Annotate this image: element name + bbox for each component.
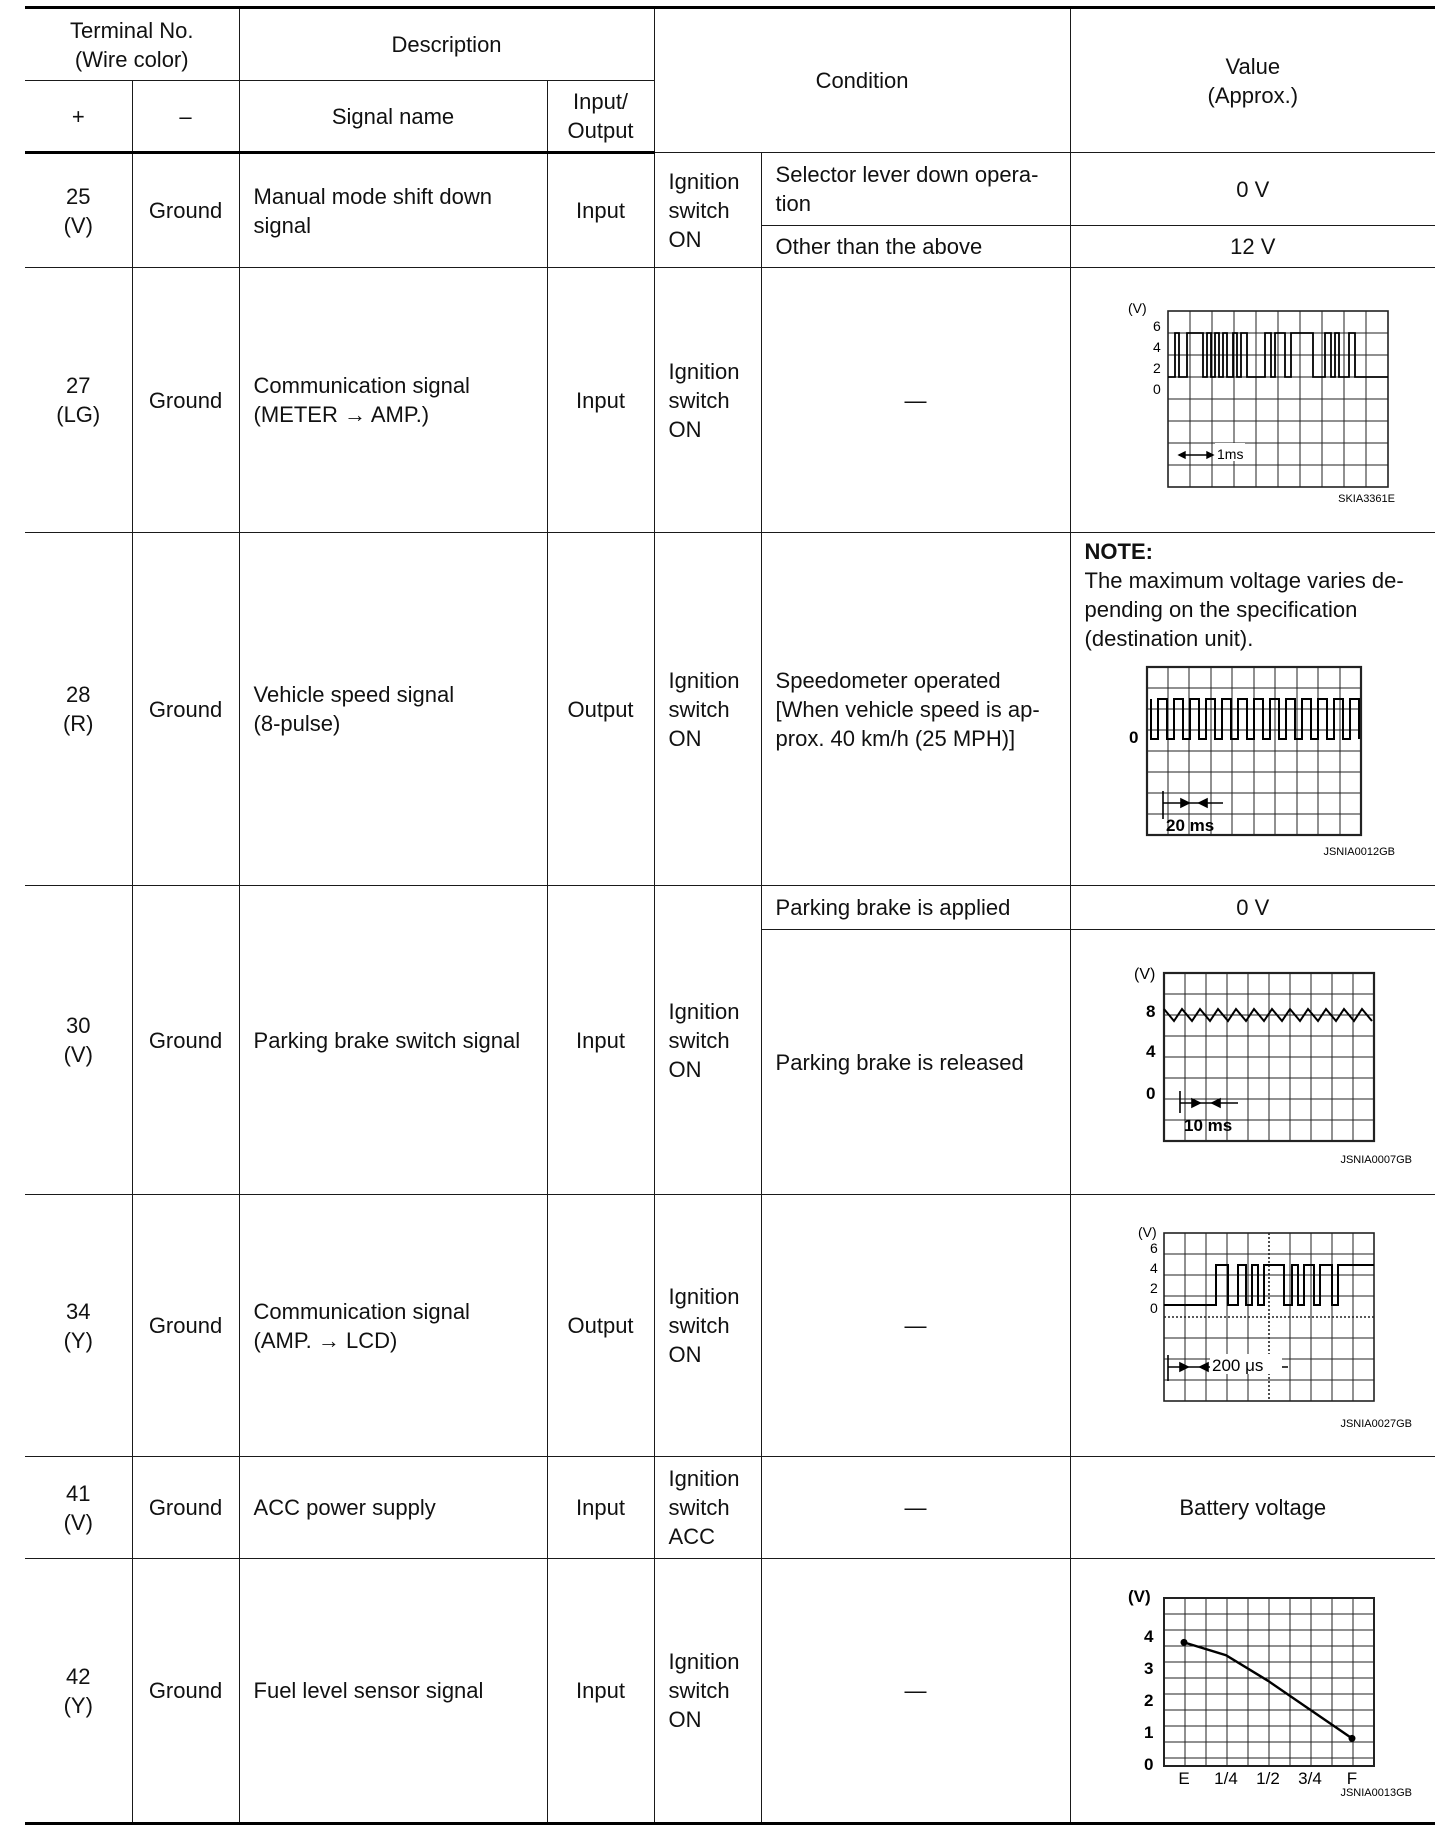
terminal-number: 28: [66, 682, 91, 707]
io-cell: Input: [547, 1559, 654, 1824]
header-terminal-no: [25, 8, 239, 81]
wire-color: (R): [62, 711, 94, 736]
signal-name-cell: [239, 1195, 547, 1457]
waveform-y-tick: 6: [1149, 1239, 1158, 1256]
io-cell: Input: [547, 886, 654, 1195]
switch-line: ON: [668, 1056, 702, 1082]
header-signal-name: Signal name: [239, 81, 547, 153]
signal-name-line: signal: [253, 212, 311, 238]
note-line: pending on the specification: [1084, 597, 1358, 622]
terminal-number: 42: [66, 1663, 91, 1689]
waveform-y-tick: 4: [1145, 1042, 1156, 1061]
header-terminal-line-2: (Wire color): [74, 46, 189, 72]
signal-name-line: Communication signal: [253, 1298, 470, 1324]
signal-name-cell: [239, 533, 547, 886]
waveform-y-unit: (V): [1137, 1223, 1157, 1240]
value-cell: 0 V: [1070, 886, 1435, 930]
wire-color: (V): [63, 1042, 93, 1067]
graph-x-tick: 1/4: [1213, 1768, 1238, 1788]
switch-cell: [654, 886, 761, 1195]
header-value: [1070, 8, 1435, 153]
waveform-time-label: 1ms: [1216, 446, 1244, 462]
table-row: [25, 268, 1435, 533]
waveform-y-tick: 8: [1145, 1002, 1156, 1021]
ground-cell: Ground: [132, 268, 239, 533]
switch-line: switch: [668, 1313, 730, 1338]
note-line: The maximum voltage varies de-: [1084, 568, 1404, 593]
table-row: [25, 1195, 1435, 1457]
header-value-line-2: (Approx.): [1207, 82, 1299, 108]
figure-code: SKIA3361E: [1337, 493, 1395, 505]
waveform-grid: [1147, 667, 1361, 835]
waveform-y-tick: 2: [1149, 1279, 1158, 1296]
figure-code: JSNIA0007GB: [1340, 1154, 1412, 1166]
fuel-level-graph: [1088, 1584, 1418, 1798]
condition-cell: [761, 533, 1070, 886]
switch-line: Ignition: [668, 1466, 740, 1491]
wire-color: (LG): [56, 402, 101, 427]
figure-code: JSNIA0013GB: [1340, 1786, 1412, 1798]
table-row: [25, 153, 1435, 226]
io-cell: Output: [547, 533, 654, 886]
switch-cell: [654, 533, 761, 886]
header-row-1: [25, 8, 1435, 81]
waveform-figure: [1088, 1221, 1418, 1431]
switch-line: ACC: [668, 1524, 715, 1549]
waveform-figure: [1103, 295, 1403, 505]
signal-name-cell: [239, 268, 547, 533]
switch-cell: [654, 268, 761, 533]
switch-cell: [654, 1559, 761, 1824]
terminal-number: 30: [66, 1013, 91, 1038]
signal-name-cell: [239, 153, 547, 268]
waveform-figure: [1088, 957, 1418, 1167]
io-cell: Input: [547, 153, 654, 268]
switch-line: Ignition: [668, 168, 740, 194]
time-scale-marker: [1163, 791, 1223, 819]
fuel-level-point: [1180, 1638, 1187, 1645]
io-cell: Output: [547, 1195, 654, 1457]
switch-line: ON: [668, 226, 702, 252]
signal-name-line: Manual mode shift down: [253, 183, 492, 209]
signal-name-line: (8-pulse): [253, 711, 341, 736]
condition-cell: —: [761, 1195, 1070, 1457]
waveform-y-tick: 2: [1152, 360, 1161, 376]
wire-color: (Y): [63, 1327, 93, 1353]
terminal-cell: [25, 268, 132, 533]
switch-cell: [654, 153, 761, 268]
condition-line: prox. 40 km/h (25 MPH)]: [775, 725, 1016, 751]
terminal-cell: [25, 886, 132, 1195]
value-cell: [1070, 533, 1435, 886]
terminal-number: 41: [66, 1480, 91, 1506]
condition-line: [When vehicle speed is ap-: [775, 696, 1040, 722]
signal-name-line: Vehicle speed signal: [253, 682, 455, 707]
waveform-y-tick: 0: [1149, 1299, 1158, 1316]
waveform-grid: [1164, 1233, 1374, 1401]
switch-line: switch: [668, 197, 730, 223]
fuel-level-point: [1348, 1734, 1355, 1741]
terminal-cell: [25, 1457, 132, 1559]
condition-cell: Other than the above: [761, 226, 1070, 268]
wire-color: (Y): [63, 1692, 93, 1718]
ground-cell: Ground: [132, 153, 239, 268]
waveform-y-unit: (V): [1133, 966, 1156, 983]
switch-line: Ignition: [668, 667, 740, 693]
switch-line: ON: [668, 1342, 702, 1367]
switch-line: ON: [668, 1707, 702, 1732]
header-io-line-1: Input/: [573, 89, 629, 114]
waveform-trace: [1151, 699, 1359, 739]
ground-cell: Ground: [132, 1559, 239, 1824]
terminal-number: 34: [66, 1298, 91, 1324]
condition-line: Selector lever down opera-: [775, 162, 1039, 187]
header-description: Description: [239, 8, 654, 81]
header-minus: –: [132, 81, 239, 153]
switch-line: switch: [668, 1027, 730, 1053]
signal-name-line: (METER → AMP.): [253, 402, 430, 427]
switch-line: ON: [668, 725, 702, 751]
waveform-time-label: 20 ms: [1165, 816, 1214, 835]
wire-color: (V): [63, 1509, 93, 1535]
signal-name-cell: Parking brake switch signal: [239, 886, 547, 1195]
switch-cell: [654, 1457, 761, 1559]
waveform-figure: [1071, 659, 1401, 859]
waveform-y-tick: 4: [1149, 1259, 1158, 1276]
header-terminal-line-1: Terminal No.: [70, 17, 194, 43]
note-line: (destination unit).: [1084, 626, 1254, 651]
terminal-table: [25, 6, 1435, 1825]
switch-line: switch: [668, 387, 730, 413]
condition-cell: —: [761, 268, 1070, 533]
waveform-trace: [1164, 1009, 1372, 1021]
table-row: [25, 1457, 1435, 1559]
signal-name-line: (AMP. → LCD): [253, 1327, 398, 1353]
graph-x-tick: E: [1178, 1768, 1190, 1788]
header-plus: +: [25, 81, 132, 153]
waveform-time-label: 200 μs: [1211, 1355, 1264, 1375]
ground-cell: Ground: [132, 886, 239, 1195]
condition-line: tion: [775, 191, 812, 216]
condition-cell: Parking brake is released: [761, 930, 1070, 1195]
switch-line: switch: [668, 696, 730, 722]
header-input-output: [547, 81, 654, 153]
waveform-y-tick: 0: [1145, 1084, 1156, 1103]
value-cell: [1070, 930, 1435, 1195]
graph-y-tick: 1: [1143, 1722, 1154, 1742]
condition-cell: [761, 153, 1070, 226]
terminal-number: 25: [66, 183, 91, 209]
ground-cell: Ground: [132, 1457, 239, 1559]
graph-y-tick: 0: [1143, 1754, 1154, 1774]
figure-code: JSNIA0012GB: [1323, 846, 1395, 858]
waveform-y-unit: (V): [1127, 300, 1147, 316]
table-row: [25, 886, 1435, 930]
terminal-number: 27: [66, 373, 91, 398]
header-io-line-2: Output: [567, 118, 634, 143]
graph-y-tick: 4: [1143, 1626, 1154, 1646]
graph-x-tick: 3/4: [1297, 1768, 1322, 1788]
waveform-y-tick: 6: [1152, 318, 1161, 334]
graph-y-tick: 3: [1143, 1658, 1154, 1678]
switch-line: switch: [668, 1495, 730, 1520]
graph-x-tick: 1/2: [1255, 1768, 1280, 1788]
condition-cell: —: [761, 1559, 1070, 1824]
condition-line: Speedometer operated: [775, 667, 1001, 693]
wire-color: (V): [63, 212, 93, 238]
signal-name-cell: Fuel level sensor signal: [239, 1559, 547, 1824]
switch-line: Ignition: [668, 358, 740, 384]
condition-cell: Parking brake is applied: [761, 886, 1070, 930]
switch-line: ON: [668, 416, 702, 442]
condition-cell: —: [761, 1457, 1070, 1559]
waveform-y-tick: 4: [1152, 339, 1161, 355]
value-cell: [1070, 1195, 1435, 1457]
ground-cell: Ground: [132, 1195, 239, 1457]
terminal-cell: [25, 1559, 132, 1824]
value-cell: 12 V: [1070, 226, 1435, 268]
switch-line: Ignition: [668, 1284, 740, 1309]
terminal-cell: [25, 1195, 132, 1457]
switch-line: Ignition: [668, 1649, 740, 1674]
graph-y-unit: (V): [1127, 1586, 1151, 1606]
switch-line: Ignition: [668, 998, 740, 1024]
graph-y-tick: 2: [1143, 1690, 1154, 1710]
value-cell: [1070, 268, 1435, 533]
signal-name-cell: ACC power supply: [239, 1457, 547, 1559]
waveform-y-tick: 0: [1128, 728, 1139, 747]
figure-code: JSNIA0027GB: [1340, 1417, 1412, 1430]
table-row: [25, 1559, 1435, 1824]
terminal-cell: [25, 153, 132, 268]
io-cell: Input: [547, 1457, 654, 1559]
value-cell: [1070, 1559, 1435, 1824]
table-row: [25, 533, 1435, 886]
time-scale-marker: [1180, 1091, 1238, 1113]
terminal-cell: [25, 533, 132, 886]
value-cell: Battery voltage: [1070, 1457, 1435, 1559]
io-cell: Input: [547, 268, 654, 533]
ground-cell: Ground: [132, 533, 239, 886]
waveform-time-label: 10 ms: [1183, 1116, 1232, 1135]
switch-cell: [654, 1195, 761, 1457]
note-title: NOTE:: [1084, 539, 1153, 564]
header-value-line-1: Value: [1225, 53, 1281, 79]
signal-name-line: Communication signal: [253, 373, 470, 398]
value-cell: 0 V: [1070, 153, 1435, 226]
header-condition: Condition: [654, 8, 1070, 153]
switch-line: switch: [668, 1678, 730, 1703]
fuel-level-curve: [1184, 1642, 1352, 1738]
waveform-y-tick: 0: [1152, 381, 1161, 397]
time-scale-marker: [1179, 452, 1213, 458]
graph-x-tick: F: [1346, 1768, 1357, 1788]
terminal-table-page: [25, 6, 1435, 1825]
